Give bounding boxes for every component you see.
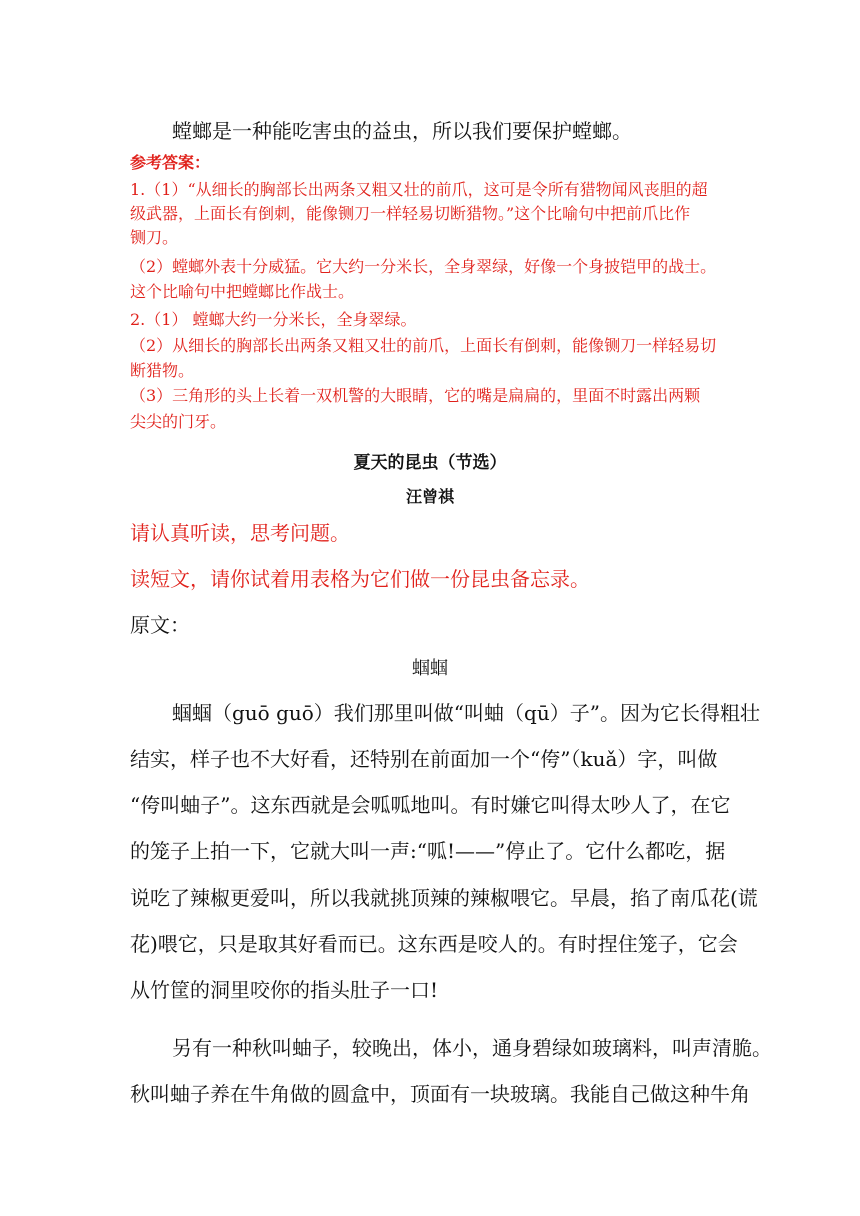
paragraph-line: 秋叫蚰子养在牛角做的圆盒中，顶面有一块玻璃。我能自己做这种牛角 (130, 1082, 750, 1106)
paragraph-line: 从竹筐的洞里咬你的指头肚子一口! (130, 978, 439, 1002)
answer-line: （2）从细长的胸部长出两条又粗又壮的前爪，上面长有倒刺，能像铡刀一样轻易切 (130, 336, 717, 355)
paragraph-line: 说吃了辣椒更爱叫，所以我就挑顶辣的辣椒喂它。早晨，掐了南瓜花(谎 (130, 886, 758, 910)
answer-line: 尖尖的门牙。 (130, 412, 227, 431)
answer-line: 铡刀。 (130, 228, 179, 247)
answer-line: 1.（1）“从细长的胸部长出两条又粗又壮的前爪，这可是令所有猎物闻风丧胆的超 (130, 180, 708, 199)
section-title: 蝈蝈 (412, 658, 448, 679)
answer-line: 断猎物。 (130, 361, 195, 380)
answer-line: 级武器，上面长有倒刺，能像铡刀一样轻易切断猎物。”这个比喻句中把前爪比作 (130, 204, 691, 223)
original-label: 原文： (130, 613, 190, 637)
article-author: 汪曾祺 (405, 487, 454, 506)
prompt-listen: 请认真听读，思考问题。 (130, 521, 350, 545)
answer-line: 2.（1） 螳螂大约一分米长，全身翠绿。 (130, 310, 417, 329)
paragraph-line: 蝈蝈（guō guō）我们那里叫做“叫蚰（qū）子”。因为它长得粗壮 (172, 701, 760, 725)
paragraph-line: 的笼子上拍一下，它就大叫一声:“呱!——”停止了。它什么都吃，据 (130, 839, 726, 863)
answer-line: （3）三角形的头上长着一双机警的大眼睛，它的嘴是扁扁的，里面不时露出两颗 (130, 386, 701, 405)
answers-title: 参考答案： (130, 153, 211, 172)
answer-line: （2）螳螂外表十分威猛。它大约一分米长，全身翠绿，好像一个身披铠甲的战士。 (130, 257, 717, 276)
paragraph-line: “侉叫蚰子”。这东西就是会呱呱地叫。有时嫌它叫得太吵人了，在它 (130, 793, 731, 817)
intro-sentence: 螳螂是一种能吃害虫的益虫，所以我们要保护螳螂。 (172, 119, 632, 143)
article-title: 夏天的昆虫（节选） (353, 453, 507, 473)
paragraph-line: 另有一种秋叫蚰子，较晚出，体小，通身碧绿如玻璃料，叫声清脆。 (172, 1036, 772, 1060)
paragraph-line: 结实，样子也不大好看，还特别在前面加一个“侉”（kuǎ）字，叫做 (130, 747, 718, 771)
prompt-task: 读短文，请你试着用表格为它们做一份昆虫备忘录。 (130, 567, 590, 591)
answer-line: 这个比喻句中把螳螂比作战士。 (130, 282, 355, 301)
paragraph-line: 花)喂它，只是取其好看而已。这东西是咬人的。有时捏住笼子，它会 (130, 932, 738, 956)
